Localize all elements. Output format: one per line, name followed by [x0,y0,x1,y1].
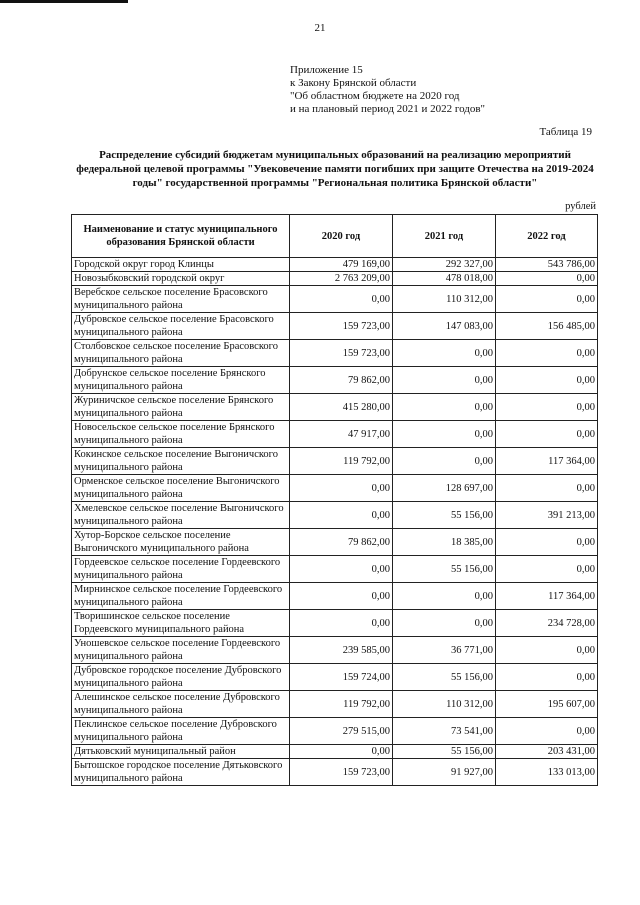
value-2022-cell: 0,00 [496,394,598,421]
header-2022: 2022 год [496,215,598,258]
value-2020-cell: 279 515,00 [290,718,393,745]
value-2022-cell: 0,00 [496,475,598,502]
municipality-cell: Веребское сельское поселение Брасовского муниципального района [72,286,290,313]
value-2020-cell: 2 763 209,00 [290,272,393,286]
value-2022-cell: 391 213,00 [496,502,598,529]
table-row [72,394,598,421]
value-2021-cell: 55 156,00 [393,502,496,529]
value-2022-cell: 117 364,00 [496,448,598,475]
table-row [72,340,598,367]
header-municipality: Наименование и статус муниципального образования Брянской области [72,215,290,258]
value-2020-cell: 0,00 [290,745,393,759]
table-row [72,529,598,556]
value-2020-cell: 159 723,00 [290,340,393,367]
appendix-block [290,64,485,116]
value-2021-cell: 91 927,00 [393,759,496,786]
value-2021-cell: 478 018,00 [393,272,496,286]
table-row [72,691,598,718]
value-2022-cell: 133 013,00 [496,759,598,786]
value-2022-cell: 0,00 [496,286,598,313]
table-row [72,448,598,475]
value-2020-cell: 239 585,00 [290,637,393,664]
page-number: 21 [314,22,326,34]
appendix-line: "Об областном бюджете на 2020 год [290,90,460,102]
value-2020-cell: 479 169,00 [290,258,393,272]
value-2022-cell: 117 364,00 [496,583,598,610]
value-2022-cell: 0,00 [496,529,598,556]
table-row [72,556,598,583]
municipality-cell: Добрунское сельское поселение Брянского муниципального района [72,367,290,394]
value-2021-cell: 0,00 [393,340,496,367]
value-2022-cell: 0,00 [496,421,598,448]
value-2020-cell: 79 862,00 [290,529,393,556]
value-2020-cell: 0,00 [290,286,393,313]
table-row [72,502,598,529]
value-2020-cell: 0,00 [290,610,393,637]
value-2021-cell: 0,00 [393,610,496,637]
municipality-cell: Хутор-Борское сельское поселение Выгоничского муниципального района [72,529,290,556]
municipality-cell: Дубровское городское поселение Дубровского муниципального района [72,664,290,691]
table-label: Таблица 19 [539,126,592,138]
value-2020-cell: 47 917,00 [290,421,393,448]
table-row [72,583,598,610]
value-2021-cell: 0,00 [393,448,496,475]
value-2021-cell: 55 156,00 [393,556,496,583]
table-row [72,664,598,691]
municipality-cell: Дятьковский муниципальный район [72,745,290,759]
appendix-line: к Закону Брянской области [290,77,417,89]
value-2020-cell: 159 723,00 [290,759,393,786]
value-2022-cell: 156 485,00 [496,313,598,340]
municipality-cell: Пеклинское сельское поселение Дубровского муниципального района [72,718,290,745]
table-row [72,759,598,786]
value-2021-cell: 292 327,00 [393,258,496,272]
value-2020-cell: 159 724,00 [290,664,393,691]
value-2021-cell: 128 697,00 [393,475,496,502]
value-2021-cell: 0,00 [393,367,496,394]
value-2022-cell: 0,00 [496,367,598,394]
value-2020-cell: 119 792,00 [290,691,393,718]
table-row [72,745,598,759]
municipality-cell: Новозыбковский городской округ [72,272,290,286]
value-2020-cell: 415 280,00 [290,394,393,421]
value-2020-cell: 159 723,00 [290,313,393,340]
table-row [72,637,598,664]
table-row [72,367,598,394]
value-2021-cell: 73 541,00 [393,718,496,745]
value-2021-cell: 0,00 [393,583,496,610]
value-2022-cell: 0,00 [496,556,598,583]
value-2020-cell: 79 862,00 [290,367,393,394]
table-row [72,258,598,272]
header-2020: 2020 год [290,215,393,258]
municipality-cell: Мирнинское сельское поселение Гордеевского муниципального района [72,583,290,610]
value-2021-cell: 36 771,00 [393,637,496,664]
value-2022-cell: 0,00 [496,272,598,286]
value-2022-cell: 0,00 [496,340,598,367]
value-2021-cell: 110 312,00 [393,691,496,718]
municipality-cell: Городской округ город Клинцы [72,258,290,272]
municipality-cell: Новосельское сельское поселение Брянского муниципального района [72,421,290,448]
municipality-cell: Алешинское сельское поселение Дубровского муниципального района [72,691,290,718]
table-row [72,272,598,286]
value-2021-cell: 147 083,00 [393,313,496,340]
table-row [72,313,598,340]
subsidy-table [71,214,598,786]
municipality-cell: Кокинское сельское поселение Выгоничского муниципального района [72,448,290,475]
value-2021-cell: 18 385,00 [393,529,496,556]
header-2021: 2021 год [393,215,496,258]
table-row [72,421,598,448]
document-title: Распределение субсидий бюджетам муниципальных образований на реализацию мероприятий федеральной целевой программы "Увековечение памяти погибших при защите Отечества на 2019-2024 годы" государственной программы "Региональная политика Брянской области" [76,149,594,189]
units-label: рублей [565,201,596,212]
value-2022-cell: 0,00 [496,664,598,691]
table-row [72,286,598,313]
value-2021-cell: 0,00 [393,394,496,421]
municipality-cell: Журиничское сельское поселение Брянского муниципального района [72,394,290,421]
municipality-cell: Столбовское сельское поселение Брасовского муниципального района [72,340,290,367]
value-2020-cell: 0,00 [290,502,393,529]
value-2022-cell: 0,00 [496,637,598,664]
municipality-cell: Творишинское сельское поселение Гордеевского муниципального района [72,610,290,637]
municipality-cell: Бытошское городское поселение Дятьковского муниципального района [72,759,290,786]
value-2021-cell: 110 312,00 [393,286,496,313]
table-row [72,718,598,745]
value-2020-cell: 0,00 [290,475,393,502]
value-2020-cell: 0,00 [290,583,393,610]
appendix-line: и на плановый период 2021 и 2022 годов" [290,103,486,115]
value-2022-cell: 195 607,00 [496,691,598,718]
value-2021-cell: 55 156,00 [393,664,496,691]
value-2022-cell: 203 431,00 [496,745,598,759]
value-2021-cell: 0,00 [393,421,496,448]
municipality-cell: Гордеевское сельское поселение Гордеевского муниципального района [72,556,290,583]
value-2020-cell: 0,00 [290,556,393,583]
municipality-cell: Орменское сельское поселение Выгоничского муниципального района [72,475,290,502]
table-header-row [72,215,598,258]
top-edge-rule [0,0,128,3]
value-2020-cell: 119 792,00 [290,448,393,475]
table-row [72,475,598,502]
appendix-line: Приложение 15 [290,64,363,76]
value-2022-cell: 0,00 [496,718,598,745]
value-2022-cell: 543 786,00 [496,258,598,272]
municipality-cell: Дубровское сельское поселение Брасовского муниципального района [72,313,290,340]
value-2022-cell: 234 728,00 [496,610,598,637]
municipality-cell: Хмелевское сельское поселение Выгоничского муниципального района [72,502,290,529]
table-row [72,610,598,637]
table-body [72,258,598,786]
value-2021-cell: 55 156,00 [393,745,496,759]
municipality-cell: Уношевское сельское поселение Гордеевского муниципального района [72,637,290,664]
